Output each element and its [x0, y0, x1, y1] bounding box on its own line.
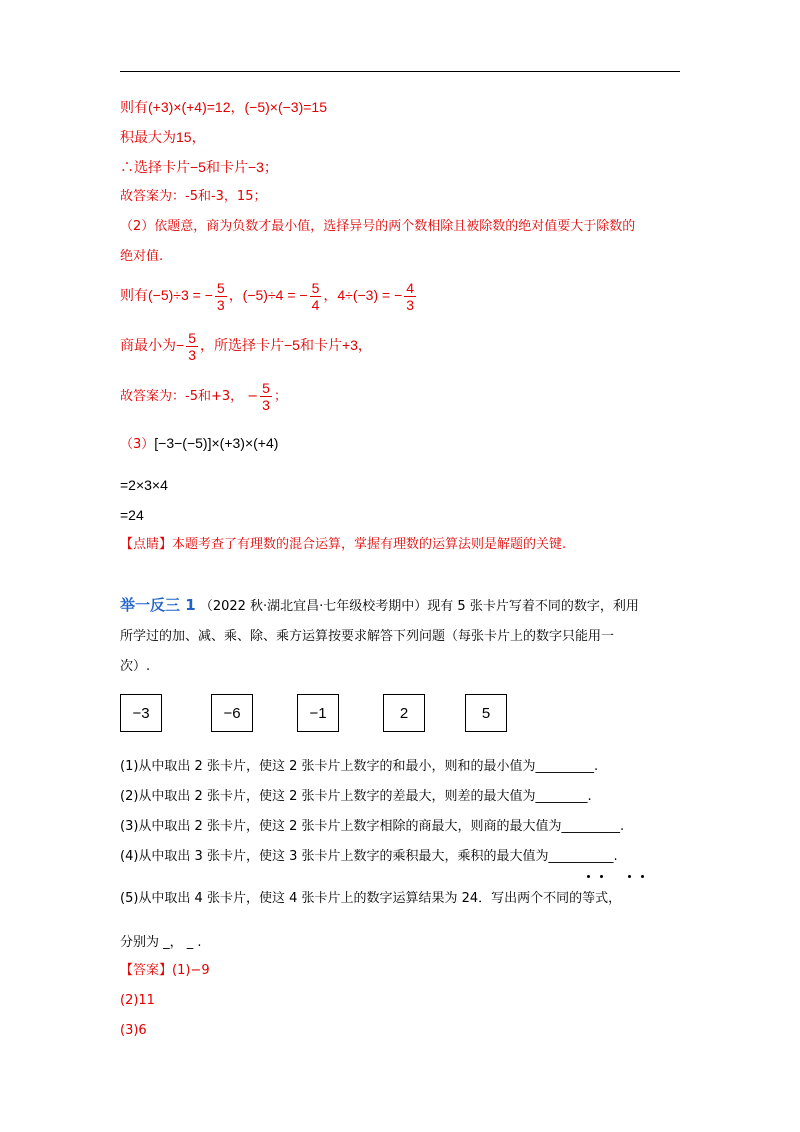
- solution-line-step: =2×3×4: [120, 477, 168, 493]
- solution-line-answer-2: [120, 380, 287, 414]
- problem-text-line2: 所学过的加、减、乘、除、乘方运算按要求解答下列问题（每张卡片上的数字只能用一: [120, 629, 615, 644]
- number-card: −6: [211, 694, 253, 732]
- number-card: −1: [297, 694, 339, 732]
- fraction-numerator: 5: [216, 279, 225, 296]
- answer-2: (2)11: [120, 993, 155, 1008]
- fraction-numerator: 5: [262, 380, 270, 396]
- fraction-denominator: 3: [216, 296, 225, 313]
- part3-expression: [−3−(−5)]×(+3)×(+4): [154, 435, 279, 451]
- solution-line-quotients: [120, 278, 418, 313]
- number-card: −3: [120, 694, 162, 732]
- fraction-denominator: 4: [311, 296, 320, 313]
- question-3: (3)从中取出 2 张卡片，使这 2 张卡片上数字相除的商最大，则商的最大值为_________.: [120, 819, 625, 834]
- emphasis-dot: [600, 875, 603, 878]
- solution-line-products: 则有(+3)×(+4)=12，(−5)×(−3)=15: [120, 99, 327, 115]
- solution-line-result: =24: [120, 507, 144, 523]
- question-5: (5)从中取出 4 张卡片，使这 4 张卡片上的数字运算结果为 24．写出两个不同的等式，: [120, 891, 622, 906]
- answer-line-1: [120, 962, 210, 980]
- number-card: 5: [465, 694, 507, 732]
- question-4: (4)从中取出 3 张卡片，使这 3 张卡片上数字的乘积最大，乘积的最大值为__________.: [120, 849, 618, 864]
- fraction-5-3: [186, 330, 198, 363]
- solution-comment: 【点睛】本题考查了有理数的混合运算，掌握有理数的运算法则是解题的关键.: [120, 537, 567, 552]
- answer-1: (1)−9: [172, 963, 210, 978]
- answer-3: (3)6: [120, 1023, 147, 1038]
- solution-line-part3: [120, 434, 278, 454]
- question-1: (1)从中取出 2 张卡片，使这 2 张卡片上数字的和最小，则和的最小值为_________.: [120, 759, 599, 774]
- question-2: (2)从中取出 2 张卡片，使这 2 张卡片上数字的差最大，则差的最大值为________.: [120, 789, 592, 804]
- quotient-text-3: ，4÷(−3) = −: [323, 287, 403, 303]
- answer-label: 【答案】: [120, 963, 173, 978]
- fraction-numerator: 5: [311, 279, 320, 296]
- solution-line-part2-reason-cont: 绝对值.: [120, 249, 164, 264]
- fraction-denominator: 3: [406, 296, 415, 313]
- solution-line-min-quotient: [120, 328, 372, 363]
- solution-line-answer-1: 故答案为：-5和-3，15；: [120, 189, 267, 204]
- problem-source: （2022 秋·湖北宜昌·七年级校考期中）现有 5 张卡片写着不同的数字，利用: [199, 599, 639, 614]
- emphasis-dot: [641, 875, 644, 878]
- question-5-cont: 分别为 _， _ .: [120, 935, 202, 950]
- emphasis-dot: [587, 875, 590, 878]
- quotient-text-1: 则有(−5)÷3 = −: [120, 287, 213, 303]
- part3-label: （3）: [120, 437, 155, 452]
- answer2-suffix: ；: [273, 389, 287, 404]
- number-card: 2: [383, 694, 425, 732]
- fraction-denominator: 3: [262, 397, 270, 413]
- fraction-numerator: 4: [406, 279, 415, 296]
- problem-heading: [120, 596, 639, 616]
- emphasis-dot: [628, 875, 631, 878]
- fraction-4-3: [404, 280, 416, 313]
- problem-label: 举一反三 1: [120, 596, 196, 614]
- fraction-denominator: 3: [188, 346, 196, 363]
- header-rule: [120, 71, 680, 72]
- solution-line-choose-cards: ∴选择卡片−5和卡片−3；: [120, 159, 278, 175]
- min-quotient-prefix: 商最小为−: [120, 337, 185, 353]
- fraction-5-3: [260, 380, 272, 413]
- min-quotient-suffix: ，所选择卡片−5和卡片+3，: [199, 337, 372, 353]
- solution-line-part2-reason: （2）依题意，商为负数才最小值，选择异号的两个数相除且被除数的绝对值要大于除数的: [120, 219, 636, 234]
- answer2-prefix: 故答案为：-5和+3， −: [120, 389, 259, 404]
- solution-line-max-product: 积最大为15，: [120, 129, 206, 145]
- quotient-text-2: ，(−5)÷4 = −: [228, 287, 308, 303]
- problem-text-line3: 次）.: [120, 659, 151, 674]
- fraction-5-3: [215, 280, 227, 313]
- fraction-numerator: 5: [188, 329, 196, 346]
- fraction-5-4: [310, 280, 322, 313]
